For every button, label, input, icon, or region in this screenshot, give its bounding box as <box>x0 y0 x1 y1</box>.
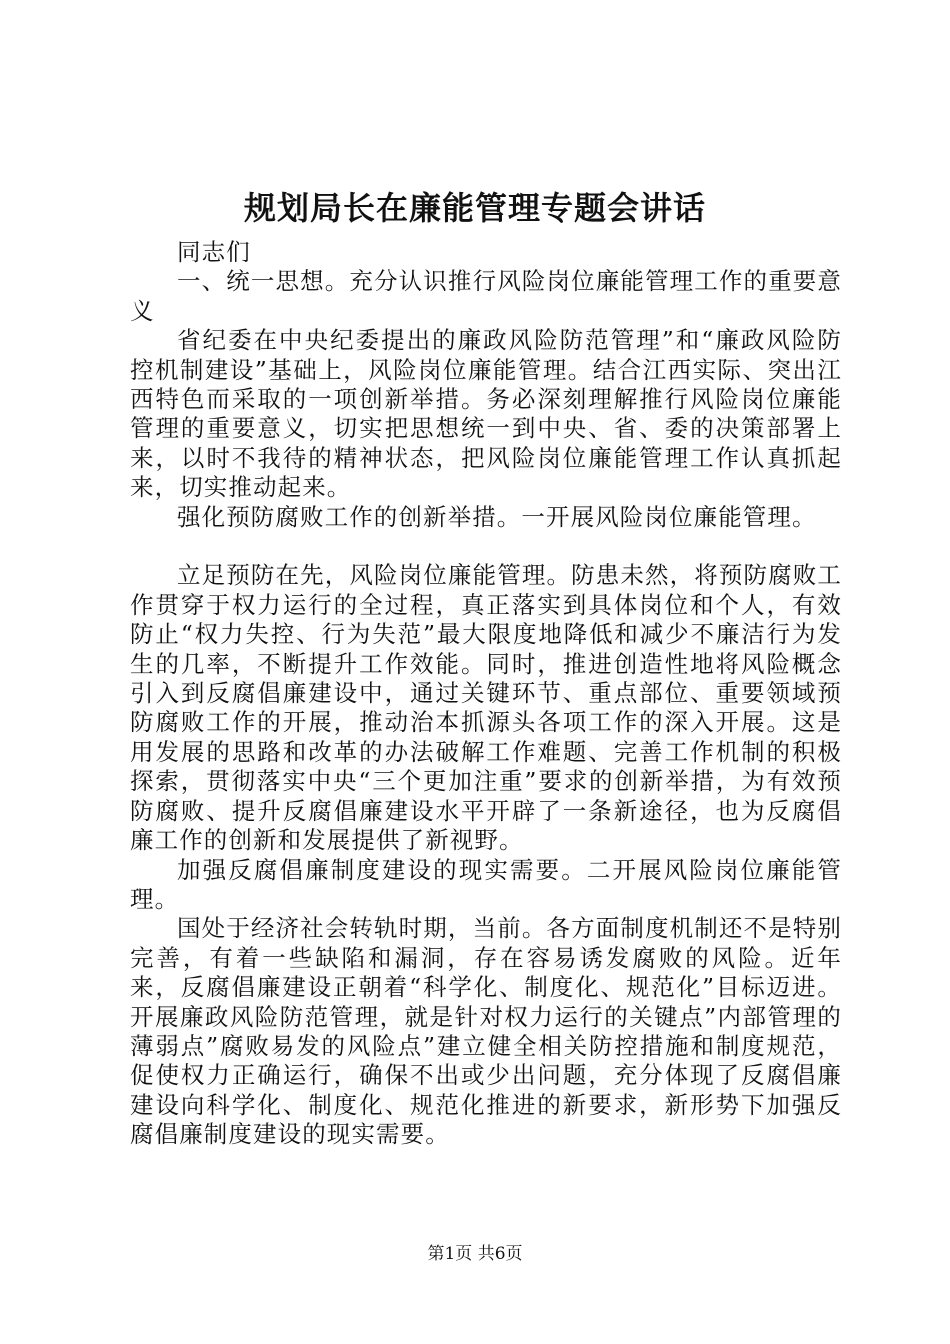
subsection-heading-1: 强化预防腐败工作的创新举措。一开展风险岗位廉能管理。 <box>177 502 817 531</box>
body-paragraph: 省纪委在中央纪委提出的廉政风险防范管理”和“廉政风险防控机制建设”基础上，风险岗位廉能管理。结合江西实际、突出江西特色而采取的一项创新举措。务必深刻理解推行风险岗位廉能管理的重要意义，切实把思想统一到中央、省、委的决策部署上来，以时不我待的精神状态，把风险岗位廉能管理工作认真抓起来，切实推动起来。 <box>130 326 842 502</box>
salutation: 同志们 <box>177 238 251 266</box>
document-title: 规划局长在廉能管理专题会讲话 <box>243 189 706 227</box>
subsection-heading-2: 加强反腐倡廉制度建设的现实需要。二开展风险岗位廉能管理。 <box>130 855 842 913</box>
document-body <box>130 238 842 1150</box>
body-paragraph: 立足预防在先，风险岗位廉能管理。防患未然，将预防腐败工作贯穿于权力运行的全过程，真正落实到具体岗位和个人，有效防止“权力失控、行为失范”最大限度地降低和减少不廉洁行为发生的几率，不断提升工作效能。同时，推进创造性地将风险概念引入到反腐倡廉建设中，通过关键环节、重点部位、重要领域预防腐败工作的开展，推动治本抓源头各项工作的深入开展。这是用发展的思路和改革的办法破解工作难题、完善工作机制的积极探索，贯彻落实中央“三个更加注重”要求的创新举措，为有效预防腐败、提升反腐倡廉建设水平开辟了一条新途径，也为反腐倡廉工作的创新和发展提供了新视野。 <box>130 561 842 855</box>
section-heading-1: 一、统一思想。充分认识推行风险岗位廉能管理工作的重要意义 <box>130 267 842 325</box>
body-paragraph: 国处于经济社会转轨时期，当前。各方面制度机制还不是特别完善，有着一些缺陷和漏洞，存在容易诱发腐败的风险。近年来，反腐倡廉建设正朝着“科学化、制度化、规范化”目标迈进。开展廉政风险防范管理，就是针对权力运行的关键点”内部管理的薄弱点”腐败易发的风险点”建立健全相关防控措施和制度规范，促使权力正确运行，确保不出或少出问题，充分体现了反腐倡廉建设向科学化、制度化、规范化推进的新要求，新形势下加强反腐倡廉制度建设的现实需要。 <box>130 914 842 1149</box>
paragraph-spacer <box>130 532 842 561</box>
page-footer: 第1页 共6页 <box>427 1244 523 1264</box>
